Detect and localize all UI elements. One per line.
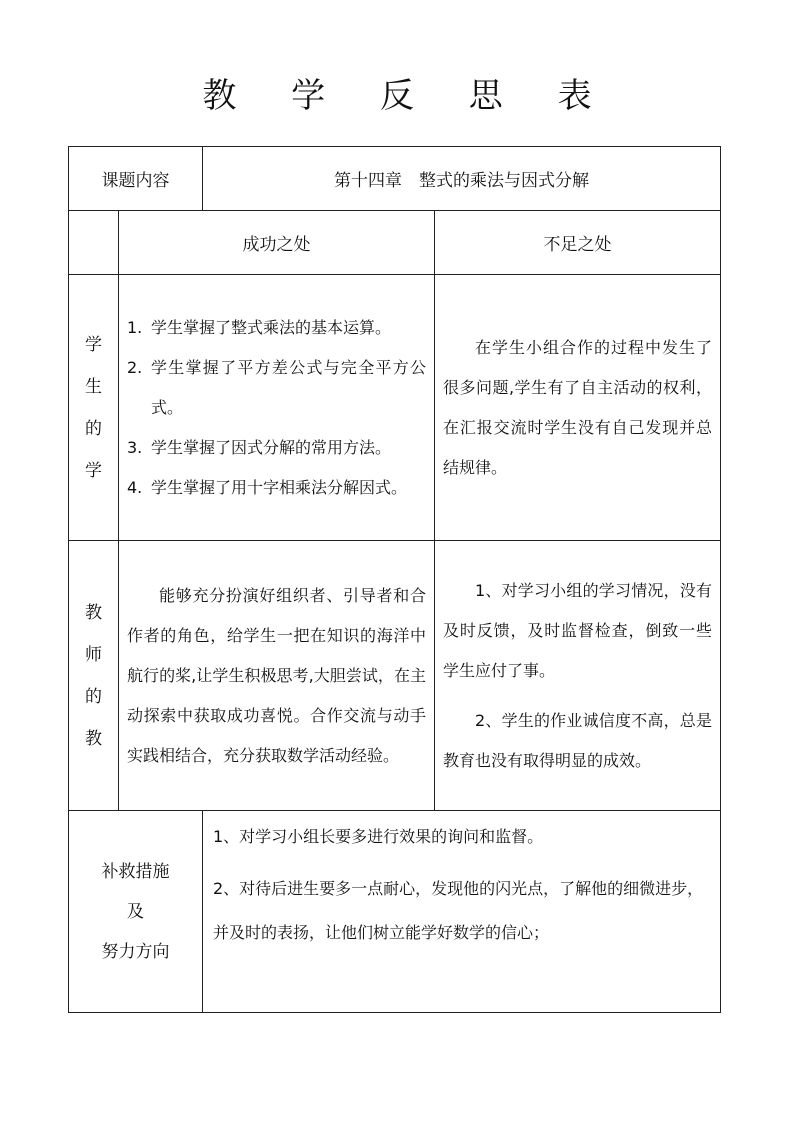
- student-shortcoming-cell: [435, 275, 721, 541]
- teacher-success-text: 能够充分扮演好组织者、引导者和合作者的角色，给学生一把在知识的海洋中航行的桨,让学生积极思考,大胆尝试，在主动探索中获取成功喜悦。合作交流与动手实践相结合，充分获取数学活动经验。: [127, 585, 426, 765]
- teacher-label-char: 的: [85, 686, 102, 707]
- teacher-label-char: 教: [85, 602, 102, 623]
- teacher-shortcoming-item: 2、学生的作业诚信度不高，总是教育也没有取得明显的成效。: [443, 710, 712, 770]
- measures-label-cell: [69, 811, 203, 1013]
- item-number: 4.: [127, 477, 143, 497]
- item-text: 学生掌握了整式乘法的基本运算。: [151, 317, 392, 337]
- list-item: [127, 428, 426, 468]
- reflection-table: [68, 146, 721, 1013]
- measures-label-line: 努力方向: [101, 941, 170, 962]
- teacher-shortcoming-item: 1、对学习小组的学习情况，没有及时反馈，及时监督检查，倒致一些学生应付了事。: [443, 580, 712, 680]
- list-item: [127, 348, 426, 428]
- header-blank-cell: [69, 211, 119, 275]
- item-number: 2.: [127, 357, 143, 377]
- measures-label-line: 及: [127, 901, 144, 922]
- teacher-label-char: 教: [85, 728, 102, 749]
- teacher-shortcoming-cell: [435, 541, 721, 811]
- item-number: 3.: [127, 437, 143, 457]
- student-success-cell: [119, 275, 435, 541]
- student-section-row: [69, 275, 721, 541]
- student-shortcoming-text: 在学生小组合作的过程中发生了很多问题,学生有了自主活动的权利，在汇报交流时学生没有自己发现并总结规律。: [443, 337, 712, 477]
- student-label-char: 生: [85, 376, 102, 397]
- item-text: 学生掌握了用十字相乘法分解因式。: [151, 477, 408, 497]
- shortcoming-column-header: 不足之处: [435, 211, 721, 275]
- item-number: 1.: [127, 317, 143, 337]
- measure-item: 2、对待后进生要多一点耐心，发现他的闪光点，了解他的细微进步，并及时的表扬，让他们树立能学好数学的信心；: [213, 879, 704, 942]
- student-label-char: 学: [85, 460, 102, 481]
- measures-content-cell: [203, 811, 721, 1013]
- list-item: [127, 308, 426, 348]
- topic-value: 第十四章 整式的乘法与因式分解: [203, 147, 721, 211]
- student-section-label: [69, 275, 119, 541]
- student-label-char: 学: [85, 334, 102, 355]
- topic-label: 课题内容: [69, 147, 203, 211]
- list-item: [127, 468, 426, 508]
- measures-row: [69, 811, 721, 1013]
- topic-row: [69, 147, 721, 211]
- column-header-row: [69, 211, 721, 275]
- student-label-char: 的: [85, 418, 102, 439]
- item-text: 学生掌握了平方差公式与完全平方公式。: [151, 357, 426, 417]
- teacher-section-row: [69, 541, 721, 811]
- teacher-success-cell: [119, 541, 435, 811]
- item-text: 学生掌握了因式分解的常用方法。: [151, 437, 392, 457]
- teacher-label-char: 师: [85, 644, 102, 665]
- success-column-header: 成功之处: [119, 211, 435, 275]
- teacher-section-label: [69, 541, 119, 811]
- measure-item: 1、对学习小组长要多进行效果的询问和监督。: [213, 827, 544, 846]
- measures-label-line: 补救措施: [101, 861, 170, 882]
- page-title: 教 学 反 思 表: [202, 76, 614, 116]
